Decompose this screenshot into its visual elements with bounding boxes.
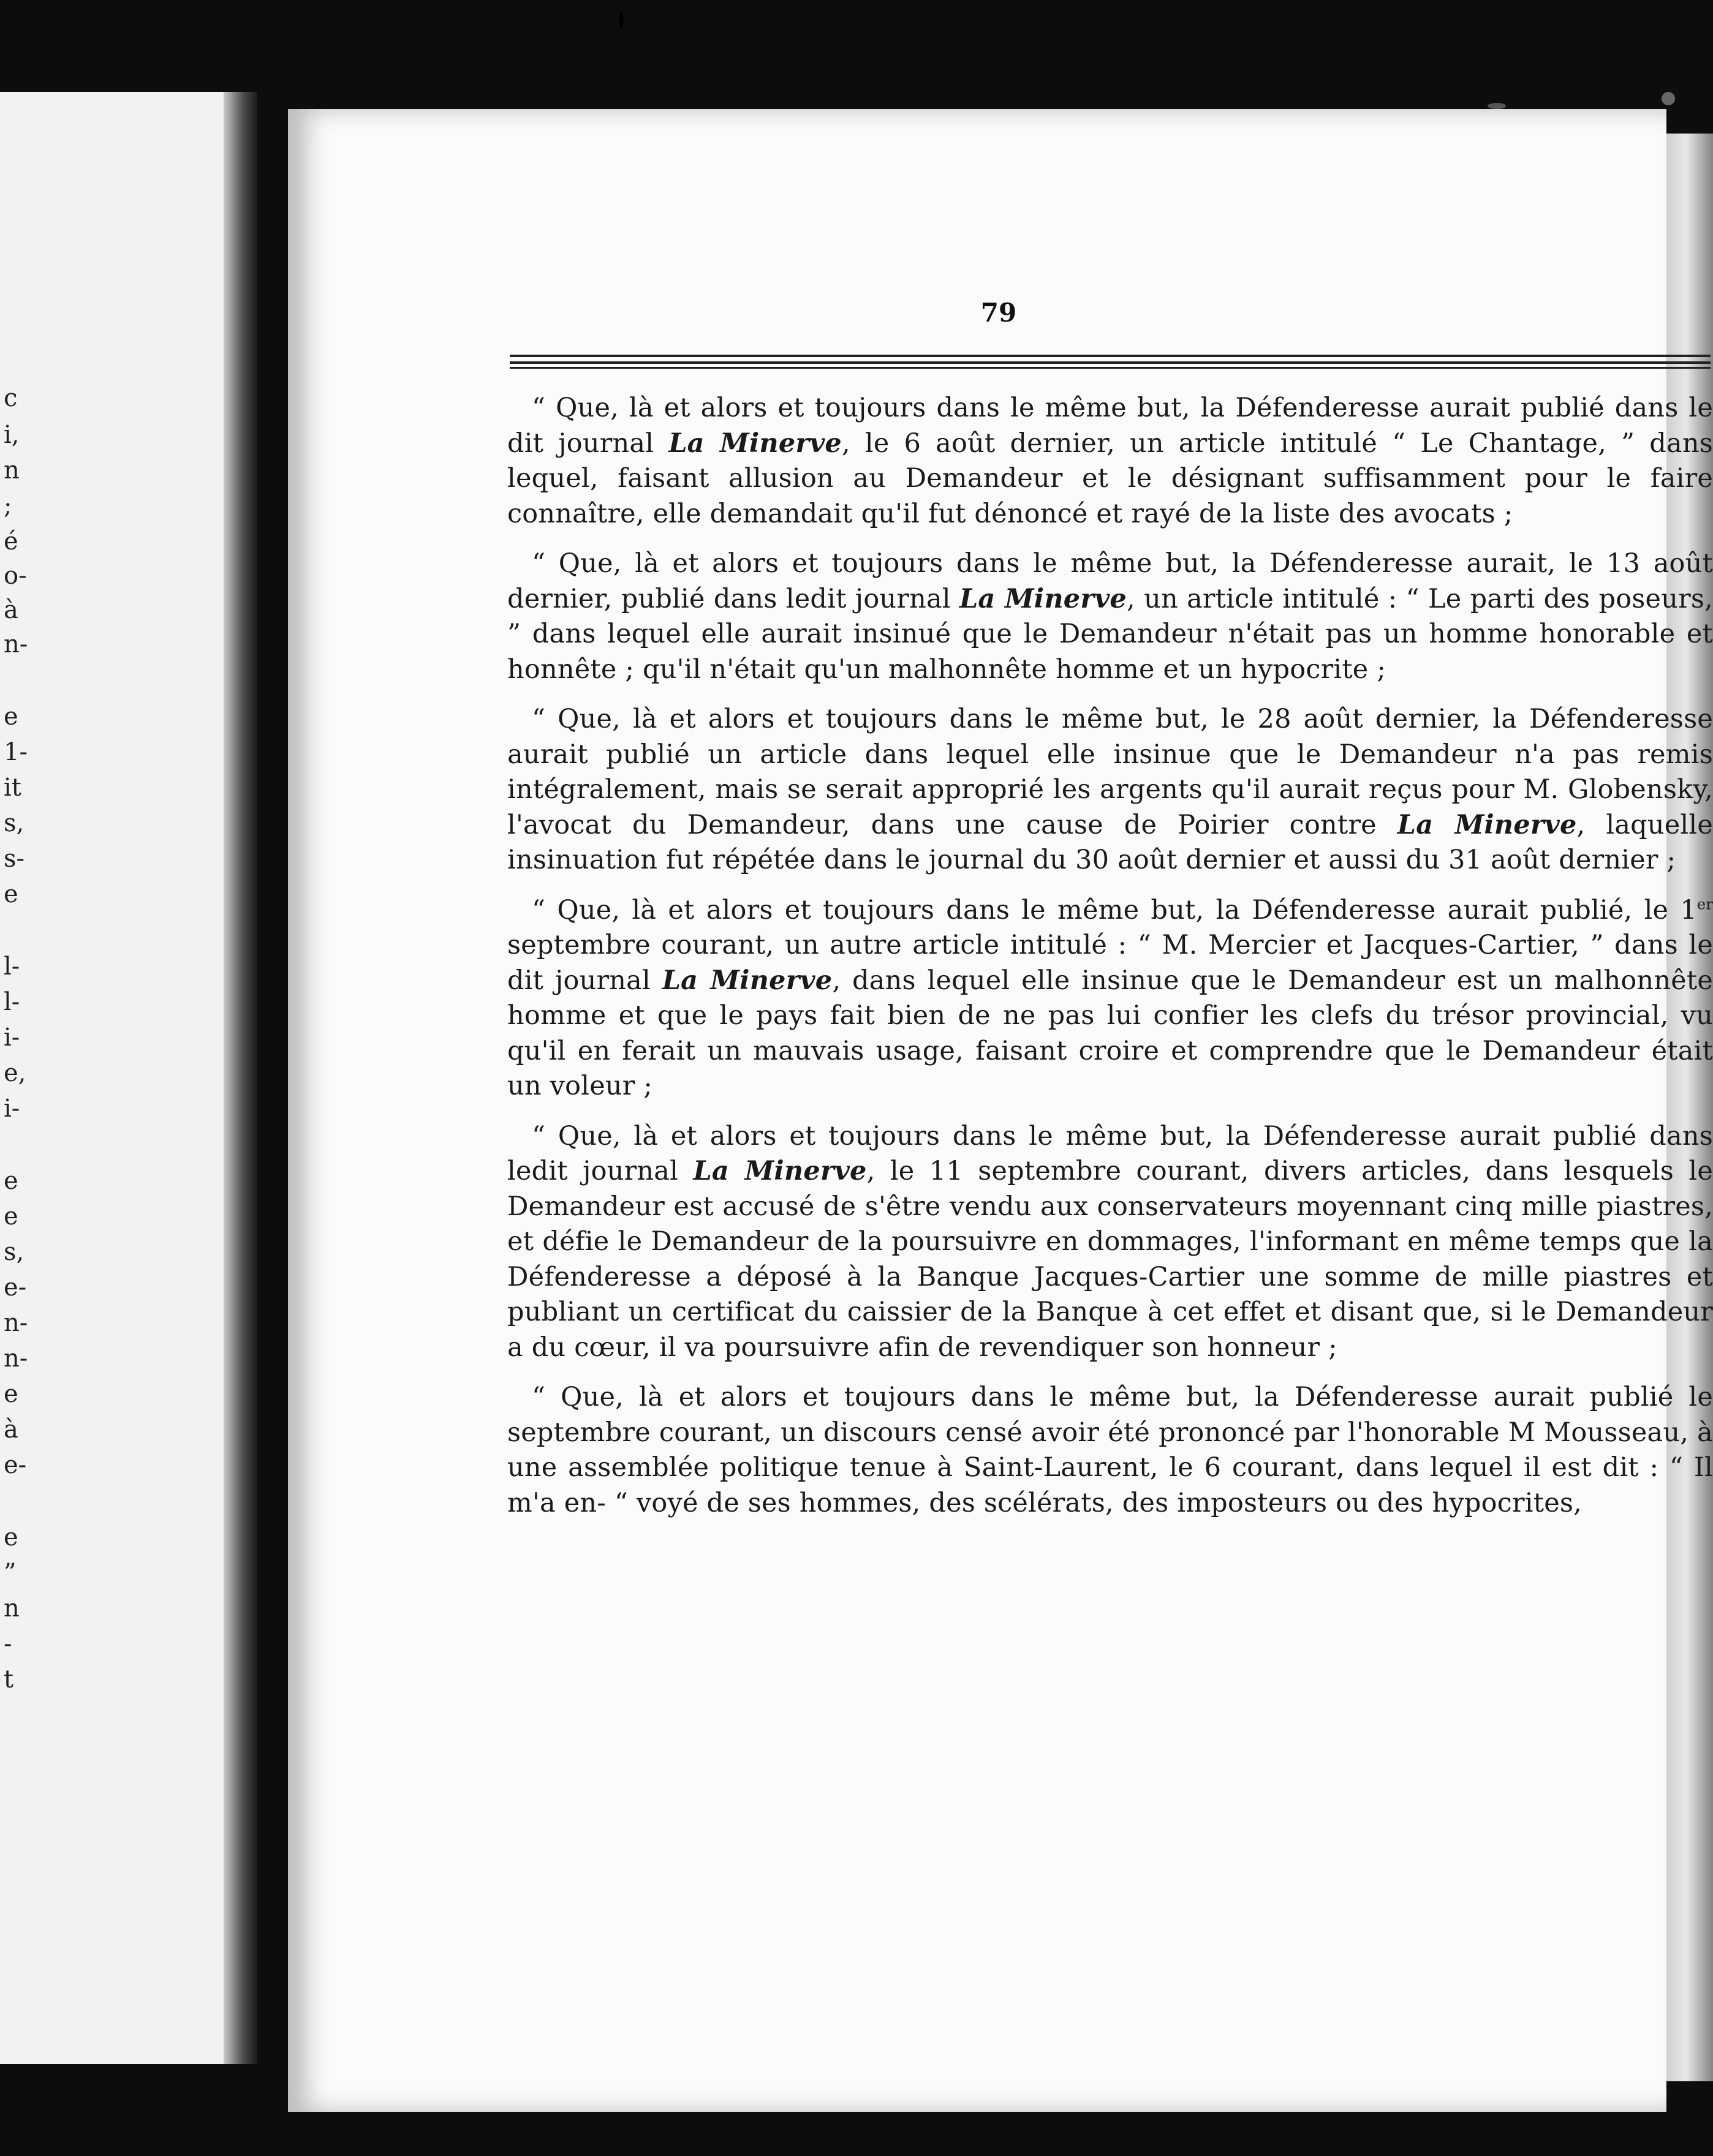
page-number: 79 [980, 298, 1017, 328]
text-run: “ Que, là et alors et toujours dans le même but, la Défenderesse aurait publié le septembre courant, un discours censé avoir été prononcé par l'honorable M Mousseau, à une assemblée politique tenue à Saint-Laurent, le 6 courant, dans lequel il est dit : “ Il m'a en- “ voyé de ses hommes, des scélérats, des imposteurs ou des hypocrites, [507, 1382, 1713, 1518]
margin-text: - [4, 1630, 12, 1658]
margin-text: l- [4, 988, 20, 1016]
margin-text: é [4, 527, 18, 556]
text-run: , le 11 septembre courant, divers articles, dans lesquels le Demandeur est accusé de s'être vendu aux conservateurs moyennant cinq mille piastres, et défie le Demandeur de la poursuivre en dommages, l'informant en même temps que la Défenderesse a déposé à la Banque Jacques-Cartier une somme de mille piastres et publiant un certificat du caissier de la Banque à cet effet et disant que, si le Demandeur a du cœur, il va poursuivre afin de revendiquer son honneur ; [507, 1156, 1713, 1363]
margin-text: e [4, 880, 18, 908]
margin-text: ; [4, 492, 12, 520]
margin-text: e- [4, 1451, 27, 1479]
text-run: “ Que, là et alors et toujours dans le même but, la Défenderesse aurait, le 13 août dernier, publié dans ledit journal [507, 548, 1713, 614]
margin-text: i- [4, 1023, 20, 1052]
book-gutter [224, 92, 257, 2064]
paragraph [507, 1119, 1713, 1366]
text-run: , un article intitulé : “ Le parti des poseurs, ” dans lequel elle aurait insinué que le Demandeur n'était pas un homme honorable et honnête ; qu'il n'était qu'un malhonnête homme et un hypocrite ; [507, 583, 1713, 685]
margin-text: s, [4, 1238, 25, 1266]
margin-text: e- [4, 1273, 27, 1302]
facing-page-fragment [0, 92, 257, 2064]
header-rule [510, 367, 1711, 369]
margin-text: e, [4, 1059, 26, 1087]
text-run: , le 6 août dernier, un article intitulé “ Le Chantage, ” dans lequel, faisant allusion au Demandeur et le désignant suffisamment pour le faire connaître, elle demandait qu'il fut dénoncé et rayé de la liste des avocats ; [507, 428, 1713, 529]
paragraph [507, 546, 1713, 687]
margin-text: l- [4, 952, 20, 981]
margin-text: i- [4, 1095, 20, 1123]
margin-text: t [4, 1665, 14, 1694]
margin-text: e [4, 1202, 18, 1231]
paragraph [507, 702, 1713, 878]
document-page [288, 109, 1713, 2112]
margin-text: e [4, 1380, 18, 1408]
margin-text: e [4, 1167, 18, 1195]
margin-text: e [4, 703, 18, 731]
margin-text: à [4, 1415, 18, 1444]
margin-text: à [4, 596, 18, 624]
margin-text: i, [4, 421, 20, 449]
ordinal-superscript: er [1696, 895, 1713, 913]
text-run: “ Que, là et alors et toujours dans le même but, la Défenderesse aurait publié, le 1 [532, 894, 1697, 925]
margin-text: o- [4, 562, 27, 590]
text-run: “ Que, là et alors et toujours dans le même but, le 28 août dernier, la Défenderesse aurait publié un article dans lequel elle insinue que le Demandeur n'a pas remis intégralement, mais se serait approprié les argents qu'il aurait reçus pour M. Globensky, l'avocat du Demandeur, dans une cause de Poirier contre [507, 704, 1713, 840]
scan-speck [619, 12, 624, 28]
paragraph [507, 893, 1713, 1104]
margin-text: e [4, 1523, 18, 1551]
newspaper-title: La Minerve [1397, 809, 1577, 840]
newspaper-title: La Minerve [662, 965, 833, 996]
scan-speck [1488, 103, 1506, 109]
margin-text: s, [4, 809, 25, 837]
text-run: “ Que, là et alors et toujours dans le même but, la Défenderesse aurait publié dans ledit journal [507, 1120, 1713, 1186]
margin-text: s- [4, 845, 25, 873]
margin-text: 1- [4, 738, 28, 766]
scan-speck [1662, 92, 1675, 105]
text-run: , laquelle insinuation fut répétée dans le journal du 30 août dernier et aussi du 31 août dernier ; [507, 809, 1713, 875]
margin-text: n- [4, 1309, 28, 1337]
header-rule [510, 355, 1711, 357]
header-rule [510, 361, 1711, 364]
margin-text: ” [4, 1559, 17, 1587]
text-run: “ Que, là et alors et toujours dans le même but, la Défenderesse aurait publié dans le dit journal [507, 393, 1713, 459]
newspaper-title: La Minerve [959, 583, 1127, 614]
text-run: , dans lequel elle insinue que le Demandeur est un malhonnête homme et que le pays fait bien de ne pas lui confier les clefs du trésor provincial, vu qu'il en ferait un mauvais usage, faisant croire et comprendre que le Demandeur était un voleur ; [507, 965, 1713, 1101]
newspaper-title: La Minerve [693, 1156, 867, 1186]
margin-text: n- [4, 630, 28, 658]
margin-text: it [4, 774, 21, 802]
text-run: septembre courant, un autre article intitulé : “ M. Mercier et Jacques-Cartier, ” dans le dit journal [507, 930, 1713, 996]
margin-text: c [4, 384, 18, 412]
newspaper-title: La Minerve [668, 428, 842, 459]
paragraph [507, 391, 1713, 532]
body-text [507, 391, 1713, 1940]
paragraph [507, 1380, 1713, 1521]
margin-text: n [4, 456, 20, 484]
margin-text: n- [4, 1344, 28, 1373]
margin-text: n [4, 1594, 20, 1623]
